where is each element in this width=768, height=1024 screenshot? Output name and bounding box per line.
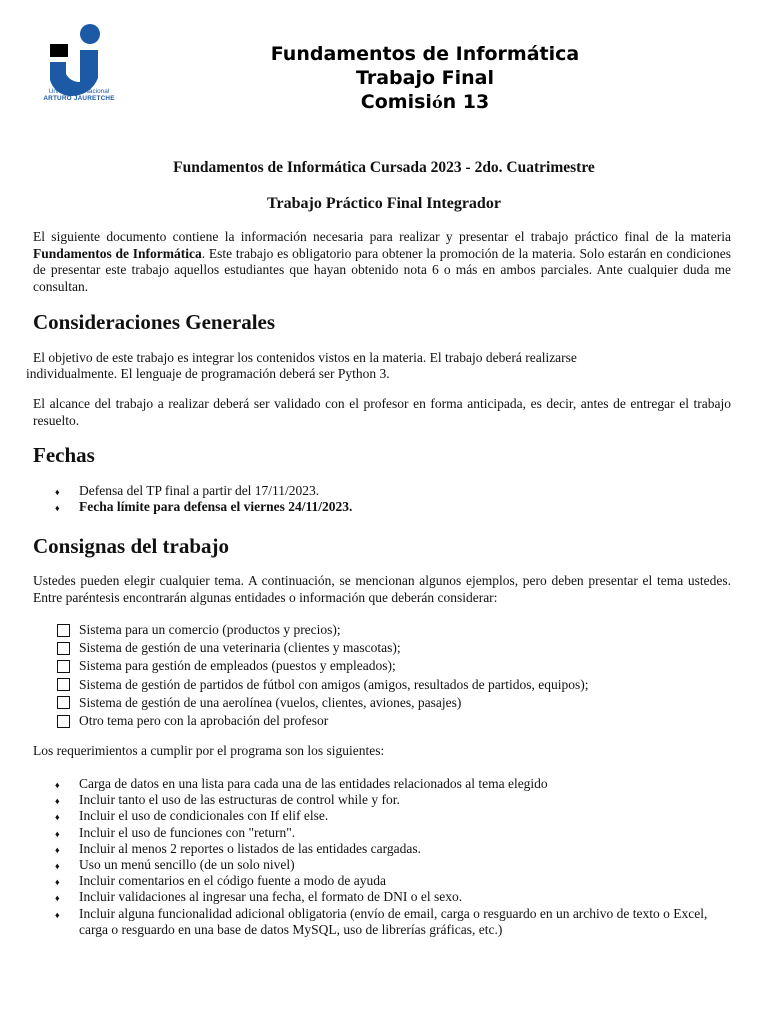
fechas-list <box>55 483 352 515</box>
intro-paragraph <box>33 229 731 295</box>
tema-item <box>57 639 589 657</box>
temas-list <box>57 621 589 730</box>
logo-line-2: ARTURO JAURETCHE <box>43 95 115 102</box>
heading-consignas: Consignas del trabajo <box>33 534 230 558</box>
tema-item <box>57 694 589 712</box>
document-header <box>190 42 660 115</box>
tema-label: Sistema para un comercio (productos y precios); <box>79 622 341 637</box>
tema-item <box>57 712 589 730</box>
tema-label: Sistema de gestión de una aerolínea (vuelos, clientes, aviones, pasajes) <box>79 694 462 710</box>
requisito-item: ♦ Uso un menú sencillo (de un solo nivel) <box>55 857 731 873</box>
header-line-3-a: Comisi <box>360 91 432 113</box>
general-line-2: individualmente. El lenguaje de programación deberá ser Python 3. <box>26 366 390 381</box>
tema-label: Sistema para gestión de empleados (puestos y empleados); <box>79 658 396 674</box>
header-line-1: Fundamentos de Informática <box>270 43 580 65</box>
requisito-item: ♦ Incluir el uso de funciones con "return". <box>55 825 731 841</box>
intro-part-1: El siguiente documento contiene la información necesaria para realizar y presentar el trabajo práctico final de la materia <box>33 229 731 244</box>
requisito-item: ♦ Incluir el uso de condicionales con If elif else. <box>55 808 731 824</box>
tema-item <box>57 676 589 694</box>
fechas-item-deadline: ♦ Fecha límite para defensa el viernes 24/11/2023. <box>55 499 352 515</box>
checkbox-icon <box>57 660 70 673</box>
header-line-2: Trabajo Final <box>355 67 495 89</box>
tema-item <box>57 621 589 639</box>
requisito-item: ♦ Incluir validaciones al ingresar una fecha, el formato de DNI o el sexo. <box>55 889 731 905</box>
tp-title: Trabajo Práctico Final Integrador <box>267 195 501 212</box>
requisito-item: ♦ Incluir al menos 2 reportes o listados de las entidades cargadas. <box>55 841 731 857</box>
course-subtitle: Fundamentos de Informática Cursada 2023 - 2do. Cuatrimestre <box>173 159 595 176</box>
heading-fechas: Fechas <box>33 443 95 467</box>
general-paragraph-2: El alcance del trabajo a realizar deberá ser validado con el profesor en forma anticipada, es decir, antes de entregar el trabajo resuelto. <box>33 396 731 428</box>
header-line-3-b: ó <box>431 93 443 112</box>
checkbox-icon <box>57 715 70 728</box>
checkbox-icon <box>57 624 70 637</box>
checkbox-icon <box>57 678 70 691</box>
logo-line-1: Universidad Nacional <box>48 88 110 95</box>
tema-label: Sistema de gestión de partidos de fútbol con amigos (amigos, resultados de partidos, equipos); <box>79 676 589 692</box>
heading-consideraciones: Consideraciones Generales <box>33 310 276 334</box>
tema-label: Sistema de gestión de una veterinaria (clientes y mascotas); <box>79 640 401 656</box>
logo-caption <box>30 88 128 102</box>
requisito-item: ♦ Incluir comentarios en el código fuente a modo de ayuda <box>55 873 731 889</box>
checkbox-icon <box>57 642 70 655</box>
requisitos-intro: Los requerimientos a cumplir por el programa son los siguientes: <box>33 743 385 758</box>
header-line-3-c: n 13 <box>442 91 490 113</box>
intro-bold: Fundamentos de Informática <box>33 245 202 261</box>
general-line-1: El objetivo de este trabajo es integrar los contenidos vistos en la materia. El trabajo deberá realizarse <box>33 350 577 365</box>
consignas-intro: Ustedes pueden elegir cualquier tema. A continuación, se mencionan algunos ejemplos, pero deben presentar el tema ustedes. Entre paréntesis encontrarán algunas entidades o información que deberán considerar: <box>33 573 731 605</box>
header-line-3 <box>190 90 660 115</box>
requisito-item: ♦ Incluir tanto el uso de las estructuras de control while y for. <box>55 792 731 808</box>
tema-item <box>57 657 589 675</box>
intro-part-2: . Este trabajo es obligatorio para obtener la promoción de la materia. Solo estarán en condiciones de presentar este trabajo aquellos estudiantes que hayan obtenido nota 6 o más en ambos parciales. Ante cualquier duda me consultan. <box>33 245 731 294</box>
tema-label: Otro tema pero con la aprobación del profesor <box>79 713 329 729</box>
requisitos-list <box>55 776 731 938</box>
fechas-item: ♦ Defensa del TP final a partir del 17/11/2023. <box>55 483 352 499</box>
requisito-item: ♦ Carga de datos en una lista para cada una de las entidades relacionados al tema elegido <box>55 776 731 792</box>
checkbox-icon <box>57 696 70 709</box>
requisito-item: ♦ Incluir alguna funcionalidad adicional obligatoria (envío de email, carga o resguardo en un archivo de texto o Excel, carga o resguardo en una base de datos MySQL, uso de librerías gráficas, etc.) <box>55 906 731 938</box>
